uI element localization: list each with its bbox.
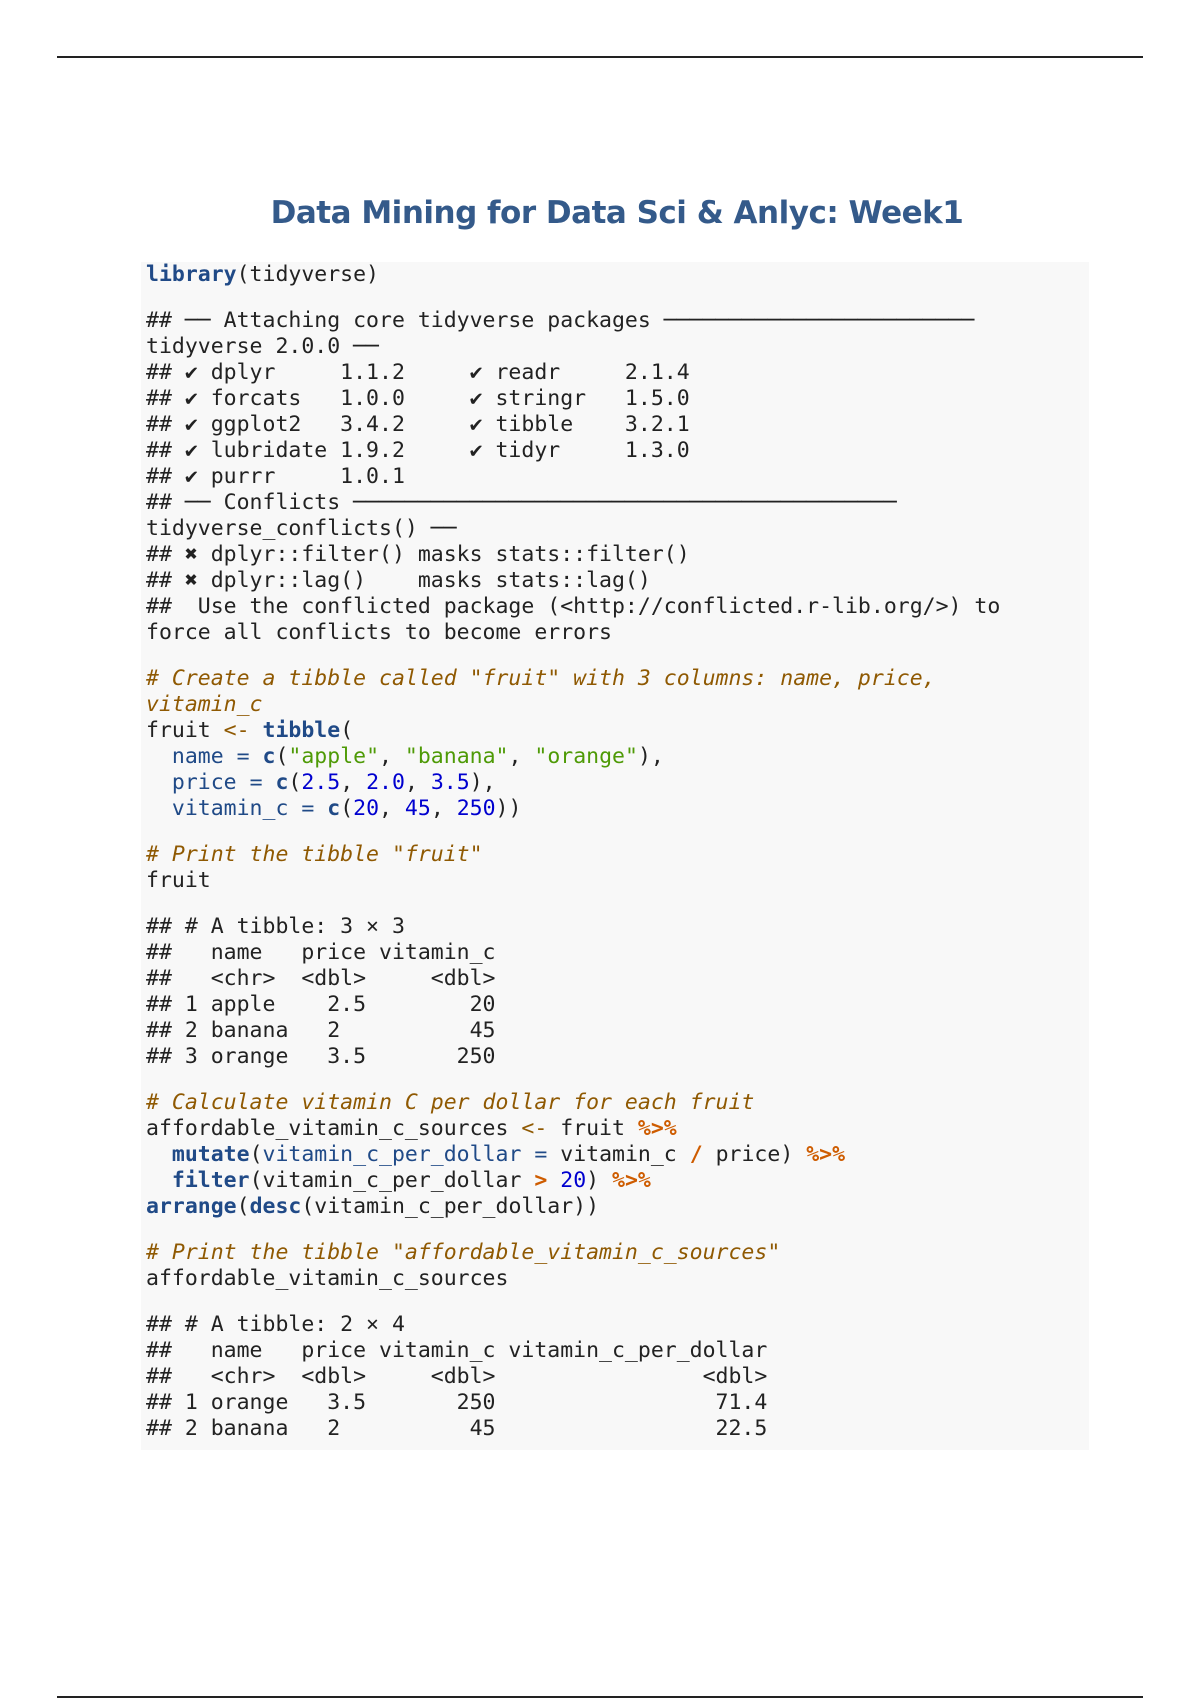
object-name: fruit <box>146 718 224 743</box>
pipe-operator: %>% <box>637 1116 677 1141</box>
document-title: Data Mining for Data Sci & Anlyc: Week1 <box>270 195 964 231</box>
equals: = <box>236 770 276 795</box>
output-line: ## 1 orange 3.5 250 71.4 <box>146 1390 768 1415</box>
output-line: ## ── Conflicts ────────────────────────────────────────── <box>146 490 897 515</box>
assign-operator: <- <box>223 718 250 743</box>
number-literal: 250 <box>456 796 496 821</box>
output-line: ## ── Attaching core tidyverse packages ──────────────────────── <box>146 308 975 333</box>
function-name: arrange <box>146 1194 237 1219</box>
paren: ), <box>637 744 664 769</box>
number-literal: 3.5 <box>430 770 470 795</box>
function-name: tibble <box>262 718 341 743</box>
code-line-mutate: mutate(vitamin_c_per_dollar = vitamin_c / price) %>% <box>171 1142 846 1167</box>
output-line: ## ✖ dplyr::filter() masks stats::filter() <box>146 542 690 567</box>
output-line: ## name price vitamin_c vitamin_c_per_dollar <box>146 1338 768 1363</box>
number-literal: 20 <box>353 796 380 821</box>
equals: = <box>223 744 263 769</box>
code-line-arrange: arrange(desc(vitamin_c_per_dollar)) <box>146 1194 600 1219</box>
pipe-operator: %>% <box>612 1168 651 1193</box>
output-line: ## <chr> <dbl> <dbl> <dbl> <box>146 1364 768 1389</box>
paren: ( <box>340 718 354 743</box>
code-line-price-arg: price = c(2.5, 2.0, 3.5), <box>171 770 496 795</box>
code-comment: # Print the tibble "fruit" <box>146 842 483 867</box>
argument-name: name <box>171 744 224 769</box>
output-line: ## ✔ dplyr 1.1.2 ✔ readr 2.1.4 <box>146 360 690 385</box>
function-name: c <box>327 796 341 821</box>
object-name: affordable_vitamin_c_sources <box>146 1116 522 1141</box>
library-args: (tidyverse) <box>236 262 379 287</box>
argument-name: vitamin_c_per_dollar <box>262 1142 522 1167</box>
code-line-library <box>146 262 1000 288</box>
number-literal: 20 <box>560 1168 587 1193</box>
output-line: ## # A tibble: 3 × 3 <box>146 914 405 939</box>
expression: price) <box>702 1142 807 1167</box>
compare-operator: > <box>534 1168 548 1193</box>
string-literal: "orange" <box>534 744 638 769</box>
code-line-assign-fruit <box>146 718 1000 744</box>
code-comment: # Create a tibble called "fruit" with 3 columns: name, price, <box>146 666 936 691</box>
output-line: ## <chr> <dbl> <dbl> <box>146 966 496 991</box>
code-line-print-fruit: fruit <box>146 868 211 893</box>
equals: = <box>521 1142 561 1167</box>
output-line: ## ✖ dplyr::lag() masks stats::lag() <box>146 568 651 593</box>
equals: = <box>288 796 328 821</box>
assign-operator: <- <box>521 1116 548 1141</box>
expression: (vitamin_c_per_dollar <box>249 1168 535 1193</box>
number-literal: 2.0 <box>366 770 405 795</box>
output-line: ## 1 apple 2.5 20 <box>146 992 496 1017</box>
function-name: desc <box>249 1194 302 1219</box>
output-line: ## ✔ purrr 1.0.1 <box>146 464 405 489</box>
output-line: ## 3 orange 3.5 250 <box>146 1044 496 1069</box>
output-line: tidyverse 2.0.0 ── <box>146 334 379 359</box>
argument-name: price <box>171 770 237 795</box>
code-line-filter <box>146 1168 1000 1194</box>
divide-operator: / <box>689 1142 703 1167</box>
object-name: fruit <box>547 1116 638 1141</box>
paren: ), <box>469 770 496 795</box>
code-comment: # Calculate vitamin C per dollar for each fruit <box>146 1090 755 1115</box>
code-content <box>146 262 1000 1442</box>
code-line-print-affordable: affordable_vitamin_c_sources <box>146 1266 509 1291</box>
code-comment: # Print the tibble "affordable_vitamin_c_sources" <box>146 1240 781 1265</box>
library-function: library <box>146 262 237 287</box>
expression: vitamin_c <box>560 1142 690 1167</box>
string-literal: "apple" <box>288 744 380 769</box>
paren: ) <box>586 1168 613 1193</box>
output-line: ## Use the conflicted package (<http://conflicted.r-lib.org/>) to <box>146 594 1001 619</box>
footer-rule <box>57 1696 1143 1698</box>
output-line: tidyverse_conflicts() ── <box>146 516 457 541</box>
output-line: ## # A tibble: 2 × 4 <box>146 1312 405 1337</box>
number-literal: 2.5 <box>301 770 341 795</box>
code-comment: vitamin_c <box>146 692 263 717</box>
output-line: ## ✔ lubridate 1.9.2 ✔ tidyr 1.3.0 <box>146 438 690 463</box>
output-line: ## ✔ forcats 1.0.0 ✔ stringr 1.5.0 <box>146 386 690 411</box>
output-line: ## 2 banana 2 45 22.5 <box>146 1416 768 1441</box>
pipe-operator: %>% <box>806 1142 846 1167</box>
output-line: ## 2 banana 2 45 <box>146 1018 496 1043</box>
paren: ( <box>288 770 302 795</box>
paren: ( <box>340 796 354 821</box>
output-line: ## name price vitamin_c <box>146 940 496 965</box>
output-line: ## ✔ ggplot2 3.4.2 ✔ tibble 3.2.1 <box>146 412 690 437</box>
code-line-name-arg: name = c("apple", "banana", "orange"), <box>171 744 664 769</box>
code-line-assign-affordable <box>146 1116 1000 1142</box>
string-literal: "banana" <box>404 744 509 769</box>
function-name: mutate <box>171 1142 250 1167</box>
number-literal: 45 <box>404 796 431 821</box>
function-name: c <box>275 770 289 795</box>
expression: (vitamin_c_per_dollar)) <box>301 1194 600 1219</box>
paren: ( <box>275 744 289 769</box>
code-line-vitamin-arg: vitamin_c = c(20, 45, 250)) <box>171 796 522 821</box>
function-name: c <box>262 744 276 769</box>
argument-name: vitamin_c <box>171 796 289 821</box>
output-line: force all conflicts to become errors <box>146 620 612 645</box>
paren: )) <box>495 796 522 821</box>
function-name: filter <box>171 1168 250 1193</box>
header-rule <box>57 56 1143 58</box>
